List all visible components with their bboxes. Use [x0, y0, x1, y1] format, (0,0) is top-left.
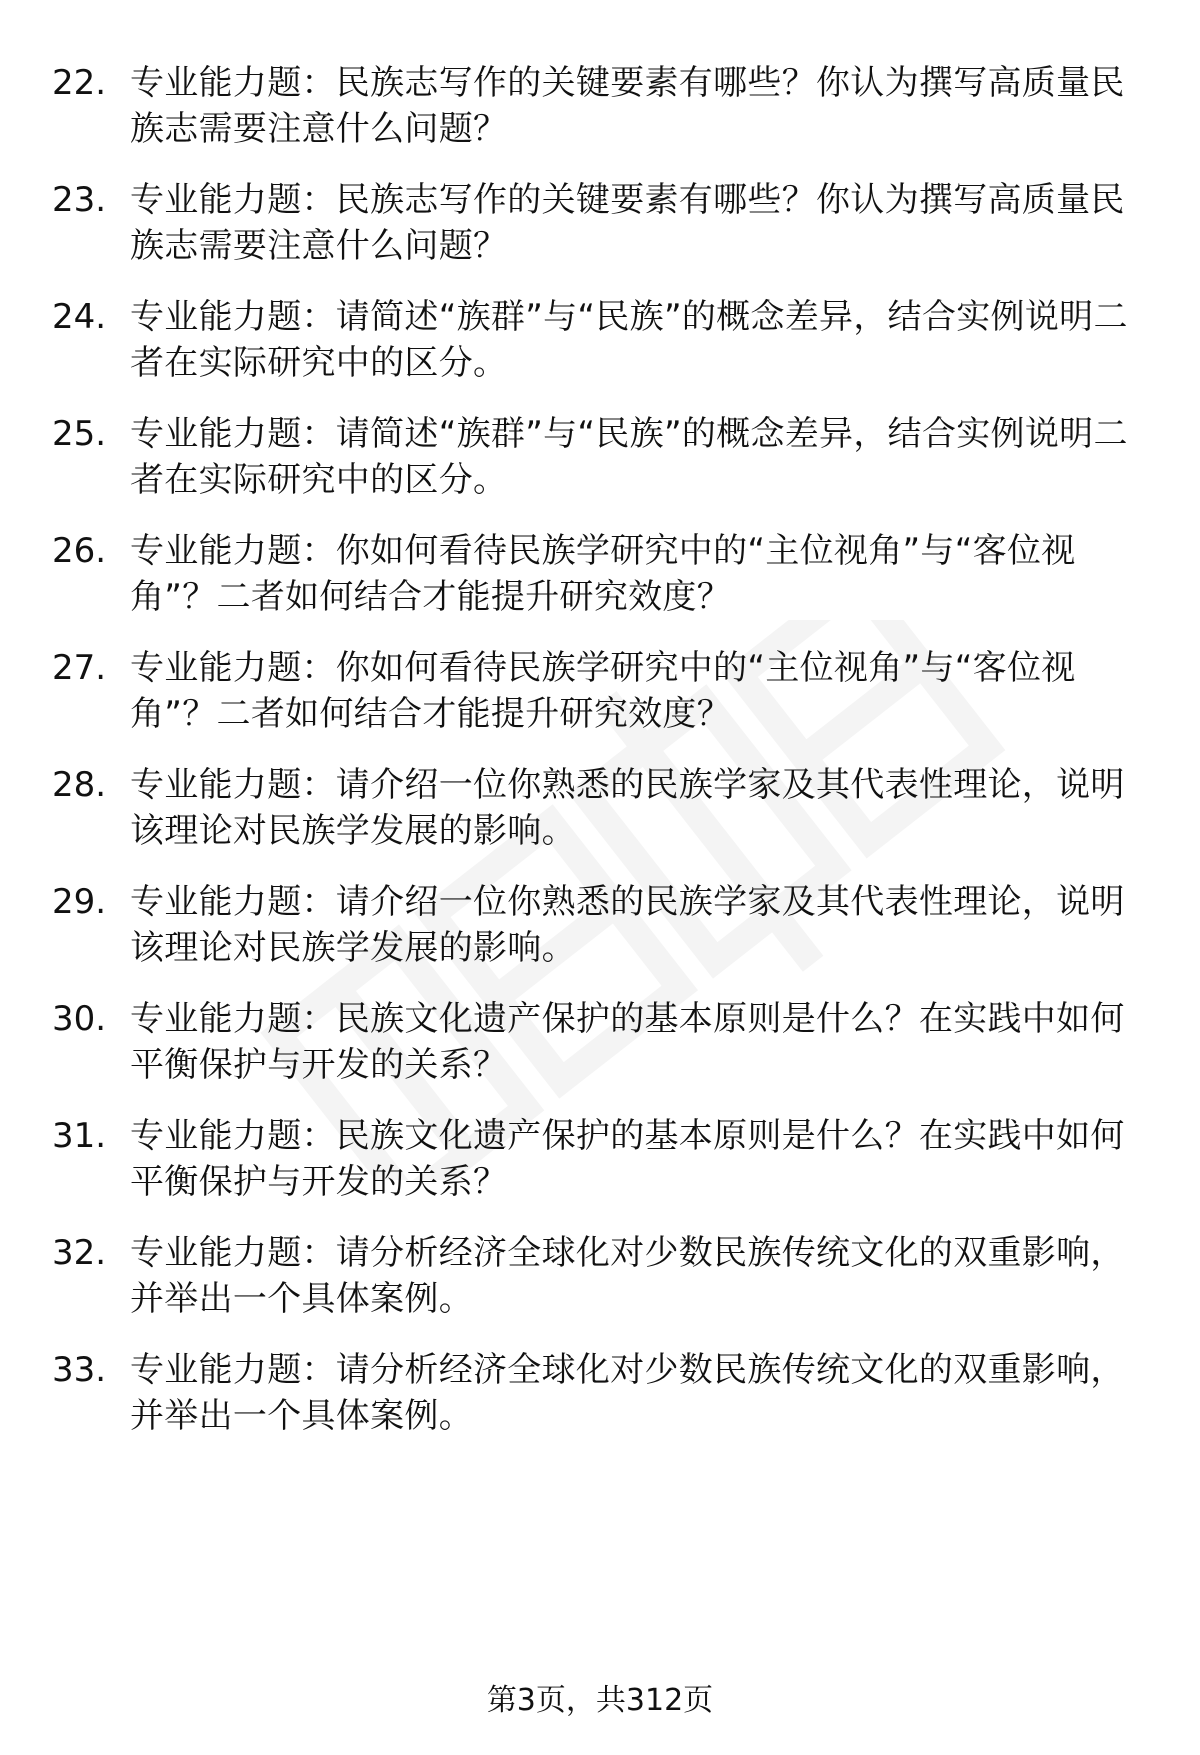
question-item — [0, 1230, 1200, 1347]
question-item — [0, 528, 1200, 645]
question-item — [0, 60, 1200, 177]
question-text: 专业能力题：民族志写作的关键要素有哪些？你认为撰写高质量民族志需要注意什么问题？ — [130, 63, 1125, 149]
question-number: 22. — [52, 63, 107, 103]
question-item — [0, 1113, 1200, 1230]
question-item — [0, 879, 1200, 996]
question-text: 专业能力题：你如何看待民族学研究中的“主位视角”与“客位视角”？二者如何结合才能提升研究效度？ — [130, 531, 1076, 617]
question-item — [0, 1347, 1200, 1464]
question-number: 32. — [52, 1233, 107, 1273]
question-item — [0, 645, 1200, 762]
page-footer: 第3页，共312页 — [486, 1683, 714, 1718]
question-number: 28. — [52, 765, 107, 805]
question-list — [0, 60, 1200, 1464]
question-number: 31. — [52, 1116, 107, 1156]
question-number: 30. — [52, 999, 107, 1039]
question-number: 23. — [52, 180, 107, 220]
question-text: 专业能力题：请介绍一位你熟悉的民族学家及其代表性理论，说明该理论对民族学发展的影响。 — [130, 882, 1125, 968]
question-text: 专业能力题：请简述“族群”与“民族”的概念差异，结合实例说明二者在实际研究中的区分。 — [130, 414, 1128, 500]
question-text: 专业能力题：请分析经济全球化对少数民族传统文化的双重影响，并举出一个具体案例。 — [130, 1233, 1125, 1319]
question-item — [0, 762, 1200, 879]
question-item — [0, 996, 1200, 1113]
question-item — [0, 177, 1200, 294]
question-number: 26. — [52, 531, 107, 571]
question-number: 33. — [52, 1350, 107, 1390]
question-text: 专业能力题：你如何看待民族学研究中的“主位视角”与“客位视角”？二者如何结合才能提升研究效度？ — [130, 648, 1076, 734]
question-text: 专业能力题：民族文化遗产保护的基本原则是什么？在实践中如何平衡保护与开发的关系？ — [130, 1116, 1125, 1202]
question-text: 专业能力题：民族文化遗产保护的基本原则是什么？在实践中如何平衡保护与开发的关系？ — [130, 999, 1125, 1085]
question-item — [0, 411, 1200, 528]
question-number: 27. — [52, 648, 107, 688]
question-number: 25. — [52, 414, 107, 454]
question-text: 专业能力题：请分析经济全球化对少数民族传统文化的双重影响，并举出一个具体案例。 — [130, 1350, 1125, 1436]
question-text: 专业能力题：请简述“族群”与“民族”的概念差异，结合实例说明二者在实际研究中的区分。 — [130, 297, 1128, 383]
question-number: 24. — [52, 297, 107, 337]
question-item — [0, 294, 1200, 411]
question-number: 29. — [52, 882, 107, 922]
question-text: 专业能力题：请介绍一位你熟悉的民族学家及其代表性理论，说明该理论对民族学发展的影响。 — [130, 765, 1125, 851]
question-text: 专业能力题：民族志写作的关键要素有哪些？你认为撰写高质量民族志需要注意什么问题？ — [130, 180, 1125, 266]
